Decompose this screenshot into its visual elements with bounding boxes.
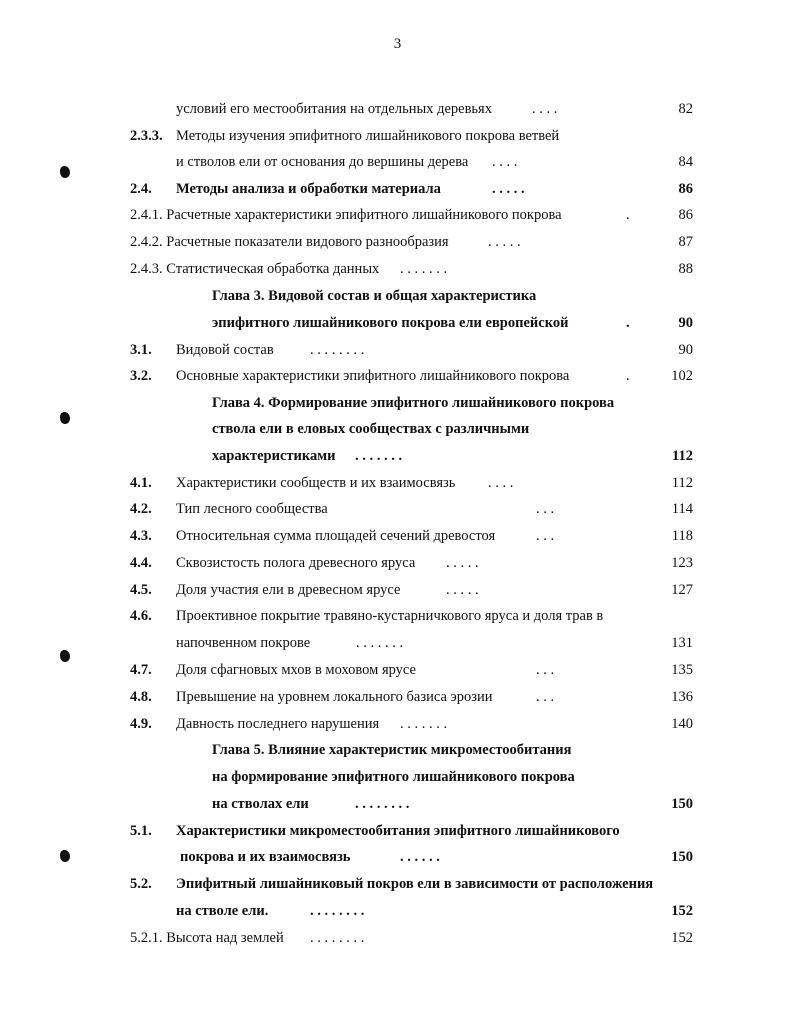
toc-entry-number: 2.4. <box>130 181 152 197</box>
toc-page-number: 127 <box>671 582 693 598</box>
toc-entry-continuation <box>0 632 795 654</box>
chapter-heading <box>0 445 795 467</box>
toc-entry <box>0 339 795 361</box>
toc-leader: . . . . . . . . <box>310 342 365 358</box>
toc-entry-text: Методы изучения эпифитного лишайникового покрова ветвей <box>176 128 560 144</box>
toc-entry <box>0 178 795 200</box>
toc-entry-text: условий его местообитания на отдельных деревьях <box>176 101 492 117</box>
toc-entry-number: 4.6. <box>130 608 152 624</box>
toc-leader: . . . . . . . . <box>310 930 365 946</box>
page-number: 3 <box>393 36 402 52</box>
chapter-heading <box>0 418 795 440</box>
toc-entry <box>0 713 795 735</box>
chapter-title: Глава 5. Влияние характеристик микроместообитания <box>212 742 572 758</box>
toc-page-number: 131 <box>671 635 693 651</box>
toc-entry-text: Видовой состав <box>176 342 274 358</box>
toc-entry-number: 5.2. <box>130 876 152 892</box>
toc-page-number: 112 <box>672 448 693 464</box>
toc-entry-text: Тип лесного сообщества <box>176 501 328 517</box>
toc-entry-number: 4.4. <box>130 555 152 571</box>
toc-leader: . . . . <box>488 475 514 491</box>
toc-leader: . . . . . <box>492 181 525 197</box>
toc-entry-number: 4.8. <box>130 689 152 705</box>
toc-entry <box>0 579 795 601</box>
toc-leader: . . . . . . . <box>355 448 403 464</box>
toc-leader: . . . . . <box>446 555 479 571</box>
chapter-heading <box>0 793 795 815</box>
toc-page-number: 90 <box>678 315 693 331</box>
toc-entry-number: 3.2. <box>130 368 152 384</box>
toc-entry <box>0 873 795 895</box>
toc-page-number: 88 <box>678 261 693 277</box>
toc-entry-continuation <box>0 900 795 922</box>
toc-leader: . . . . . . . . <box>355 796 410 812</box>
toc-entry <box>0 231 795 253</box>
toc-page-number: 150 <box>671 849 693 865</box>
toc-page-number: 150 <box>671 796 693 812</box>
chapter-title: Глава 3. Видовой состав и общая характеристика <box>212 288 537 304</box>
toc-entry-number: 5.1. <box>130 823 152 839</box>
chapter-title: эпифитного лишайникового покрова ели европейской <box>212 315 569 331</box>
chapter-heading <box>0 739 795 761</box>
chapter-title: на стволах ели <box>212 796 309 812</box>
chapter-title: на формирование эпифитного лишайникового покрова <box>212 769 575 785</box>
toc-leader: . . . <box>536 689 555 705</box>
toc-entry-text: Относительная сумма площадей сечений древостоя <box>176 528 496 544</box>
chapter-title: ствола ели в еловых сообществах с различными <box>212 421 530 437</box>
toc-page-number: 86 <box>678 207 693 223</box>
toc-entry-text: Характеристики сообществ и их взаимосвязь <box>176 475 456 491</box>
toc-leader: . . . . . . <box>400 849 440 865</box>
chapter-title: характеристиками <box>212 448 336 464</box>
toc-leader: . . . . <box>532 101 558 117</box>
toc-leader: . . . . . <box>488 234 521 250</box>
toc-entry-text: Характеристики микроместообитания эпифитного лишайникового <box>176 823 620 839</box>
toc-entry-text: напочвенном покрове <box>176 635 311 651</box>
toc-entry-text: на стволе ели. <box>176 903 269 919</box>
chapter-heading <box>0 766 795 788</box>
toc-entry-continuation <box>0 151 795 173</box>
toc-entry <box>0 525 795 547</box>
toc-leader: . . . <box>536 501 555 517</box>
toc-entry <box>0 204 795 226</box>
toc-entry-text: Превышение на уровнем локального базиса эрозии <box>176 689 493 705</box>
toc-entry-text: 2.4.1. Расчетные характеристики эпифитного лишайникового покрова <box>130 207 562 223</box>
toc-entry <box>0 365 795 387</box>
toc-leader: . <box>626 315 630 331</box>
toc-leader: . . . . <box>492 154 518 170</box>
chapter-heading <box>0 392 795 414</box>
toc-entry-text: Основные характеристики эпифитного лишайникового покрова <box>176 368 570 384</box>
toc-entry-text: Доля сфагновых мхов в моховом ярусе <box>176 662 416 678</box>
toc-entry-number: 4.9. <box>130 716 152 732</box>
toc-leader: . . . <box>536 662 555 678</box>
toc-entry-text: Проективное покрытие травяно-кустарничкового яруса и доля трав в <box>176 608 604 624</box>
toc-entry-text: покрова и их взаимосвязь <box>180 849 351 865</box>
toc-entry-text: Давность последнего нарушения <box>176 716 380 732</box>
toc-entry-text: Доля участия ели в древесном ярусе <box>176 582 401 598</box>
toc-entry-text: Эпифитный лишайниковый покров ели в зависимости от расположения <box>176 876 654 892</box>
toc-page-number: 112 <box>671 475 693 491</box>
toc-entry <box>0 125 795 147</box>
toc-page-number: 152 <box>671 903 693 919</box>
toc-leader: . . . . . . . . <box>310 903 365 919</box>
toc-page-number: 102 <box>671 368 693 384</box>
toc-page-number: 135 <box>671 662 693 678</box>
toc-leader: . <box>626 207 630 223</box>
chapter-heading <box>0 312 795 334</box>
toc-entry-text: 2.4.2. Расчетные показатели видового разнообразия <box>130 234 449 250</box>
toc-page-number: 136 <box>671 689 693 705</box>
toc-entry <box>0 258 795 280</box>
chapter-title: Глава 4. Формирование эпифитного лишайникового покрова <box>212 395 615 411</box>
toc-entry <box>0 686 795 708</box>
toc-entry-continuation <box>0 846 795 868</box>
toc-leader: . . . . . . . <box>400 261 448 277</box>
toc-leader: . . . . . <box>446 582 479 598</box>
toc-entry-number: 2.3.3. <box>130 128 163 144</box>
toc-entry-text: Методы анализа и обработки материала <box>176 181 441 197</box>
toc-page-number: 84 <box>678 154 693 170</box>
toc-page-number: 114 <box>671 501 693 517</box>
toc-entry-number: 4.2. <box>130 501 152 517</box>
toc-entry <box>0 472 795 494</box>
toc-leader: . . . <box>536 528 555 544</box>
chapter-heading <box>0 285 795 307</box>
toc-page-number: 90 <box>678 342 693 358</box>
toc-entry-number: 4.1. <box>130 475 152 491</box>
toc-page-number: 87 <box>678 234 693 250</box>
toc-page-number: 123 <box>671 555 693 571</box>
toc-entry <box>0 552 795 574</box>
toc-page-number: 140 <box>671 716 693 732</box>
toc-leader: . . . . . . . <box>400 716 448 732</box>
toc-entry-number: 4.5. <box>130 582 152 598</box>
toc-leader: . <box>626 368 630 384</box>
toc-entry-number: 4.7. <box>130 662 152 678</box>
toc-page-number: 152 <box>671 930 693 946</box>
toc-entry-number: 4.3. <box>130 528 152 544</box>
toc-leader: . . . . . . . <box>356 635 404 651</box>
toc-entry-number: 3.1. <box>130 342 152 358</box>
toc-entry-text: и стволов ели от основания до вершины дерева <box>176 154 469 170</box>
toc-entry <box>0 659 795 681</box>
toc-entry <box>0 498 795 520</box>
toc-page-number: 82 <box>678 101 693 117</box>
toc-entry <box>0 98 795 120</box>
toc-entry <box>0 927 795 949</box>
toc-entry-text: 5.2.1. Высота над землей <box>130 930 284 946</box>
toc-entry-text: 2.4.3. Статистическая обработка данных <box>130 261 380 277</box>
toc-entry-text: Сквозистость полога древесного яруса <box>176 555 416 571</box>
toc-page-number: 86 <box>678 181 693 197</box>
toc-entry <box>0 820 795 842</box>
toc-entry <box>0 605 795 627</box>
toc-page-number: 118 <box>671 528 693 544</box>
